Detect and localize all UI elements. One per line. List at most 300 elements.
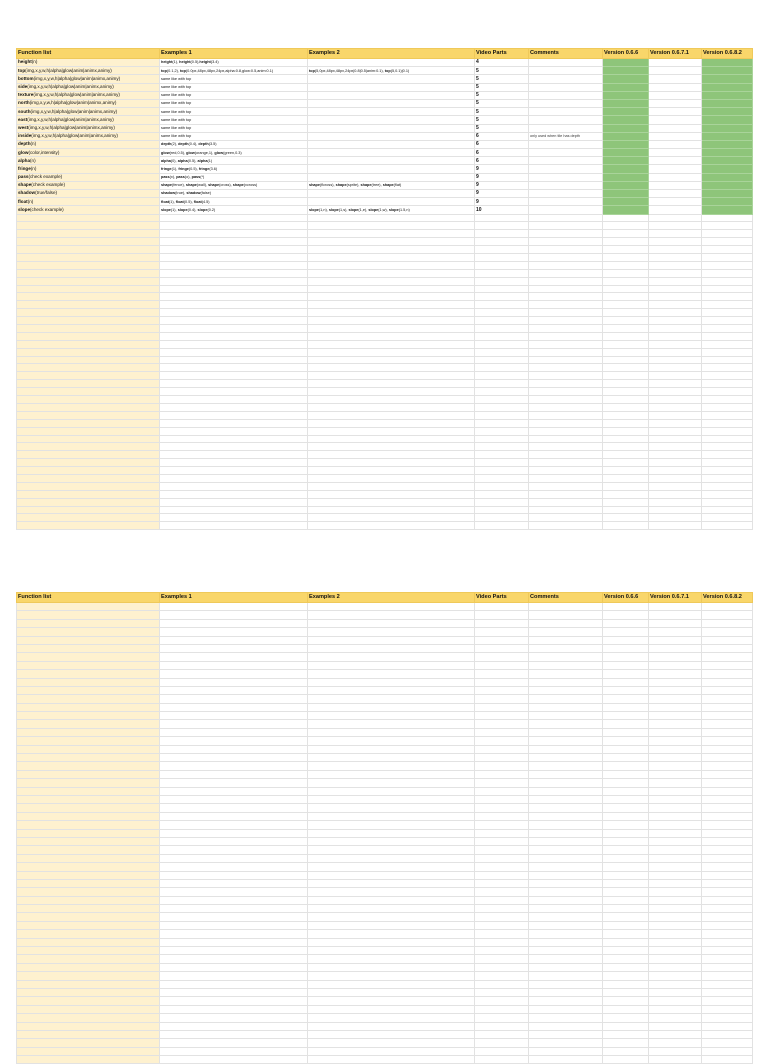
empty-cell[interactable]: [308, 1014, 475, 1022]
empty-cell[interactable]: [649, 427, 702, 435]
empty-cell[interactable]: [160, 703, 308, 711]
empty-cell[interactable]: [529, 653, 603, 661]
empty-cell[interactable]: [475, 686, 529, 694]
empty-cell[interactable]: [529, 498, 603, 506]
cell-version-3[interactable]: [702, 198, 753, 206]
empty-cell[interactable]: [603, 879, 649, 887]
empty-cell[interactable]: [308, 498, 475, 506]
empty-cell[interactable]: [475, 678, 529, 686]
cell-version-1[interactable]: [603, 206, 649, 214]
cell-example-2[interactable]: shape(flcross), shape(sprite), shape(tree), shape(flat): [308, 181, 475, 189]
empty-cell[interactable]: [529, 1030, 603, 1038]
cell-video-parts[interactable]: 6: [475, 149, 529, 157]
empty-cell[interactable]: [649, 1039, 702, 1047]
empty-cell[interactable]: [17, 896, 160, 904]
empty-cell[interactable]: [702, 301, 753, 309]
cell-video-parts[interactable]: 6: [475, 157, 529, 165]
empty-cell[interactable]: [475, 301, 529, 309]
cell-function[interactable]: [17, 140, 160, 148]
empty-cell[interactable]: [160, 670, 308, 678]
empty-cell[interactable]: [649, 372, 702, 380]
empty-cell[interactable]: [529, 277, 603, 285]
cell-comment[interactable]: [529, 190, 603, 198]
empty-cell[interactable]: [603, 254, 649, 262]
empty-cell[interactable]: [160, 269, 308, 277]
empty-cell[interactable]: [160, 396, 308, 404]
empty-cell[interactable]: [649, 720, 702, 728]
empty-cell[interactable]: [649, 846, 702, 854]
cell-example-2[interactable]: [308, 59, 475, 67]
empty-cell[interactable]: [308, 277, 475, 285]
empty-cell[interactable]: [160, 821, 308, 829]
empty-cell[interactable]: [160, 812, 308, 820]
empty-cell[interactable]: [17, 661, 160, 669]
empty-cell[interactable]: [308, 804, 475, 812]
empty-cell[interactable]: [529, 670, 603, 678]
empty-cell[interactable]: [529, 905, 603, 913]
cell-video-parts[interactable]: 9: [475, 190, 529, 198]
header-version-0671[interactable]: Version 0.6.7.1: [649, 593, 702, 603]
empty-cell[interactable]: [475, 254, 529, 262]
empty-cell[interactable]: [308, 779, 475, 787]
empty-cell[interactable]: [649, 301, 702, 309]
empty-cell[interactable]: [17, 913, 160, 921]
cell-function[interactable]: [17, 83, 160, 91]
empty-cell[interactable]: [702, 1039, 753, 1047]
empty-cell[interactable]: [702, 879, 753, 887]
empty-cell[interactable]: [529, 712, 603, 720]
empty-cell[interactable]: [160, 1022, 308, 1030]
empty-cell[interactable]: [649, 611, 702, 619]
empty-cell[interactable]: [702, 522, 753, 530]
empty-cell[interactable]: [702, 506, 753, 514]
cell-version-2[interactable]: [649, 190, 702, 198]
empty-cell[interactable]: [702, 514, 753, 522]
empty-cell[interactable]: [702, 686, 753, 694]
empty-cell[interactable]: [308, 1056, 475, 1064]
empty-cell[interactable]: [160, 443, 308, 451]
empty-cell[interactable]: [308, 863, 475, 871]
empty-cell[interactable]: [160, 770, 308, 778]
cell-version-3[interactable]: [702, 206, 753, 214]
empty-cell[interactable]: [308, 837, 475, 845]
cell-video-parts[interactable]: 10: [475, 206, 529, 214]
empty-cell[interactable]: [17, 888, 160, 896]
empty-cell[interactable]: [308, 427, 475, 435]
empty-cell[interactable]: [702, 603, 753, 611]
empty-cell[interactable]: [603, 779, 649, 787]
empty-cell[interactable]: [603, 837, 649, 845]
empty-cell[interactable]: [702, 380, 753, 388]
empty-cell[interactable]: [649, 490, 702, 498]
empty-cell[interactable]: [603, 905, 649, 913]
empty-cell[interactable]: [603, 829, 649, 837]
empty-cell[interactable]: [160, 356, 308, 364]
empty-cell[interactable]: [17, 474, 160, 482]
cell-version-3[interactable]: [702, 140, 753, 148]
empty-cell[interactable]: [160, 795, 308, 803]
cell-version-2[interactable]: [649, 67, 702, 75]
cell-version-3[interactable]: [702, 149, 753, 157]
cell-example-2[interactable]: [308, 198, 475, 206]
empty-cell[interactable]: [475, 443, 529, 451]
empty-cell[interactable]: [529, 254, 603, 262]
empty-cell[interactable]: [702, 921, 753, 929]
empty-cell[interactable]: [160, 636, 308, 644]
cell-example-1[interactable]: float(1), float(0.5), float(4.5): [160, 198, 308, 206]
empty-cell[interactable]: [475, 522, 529, 530]
empty-cell[interactable]: [649, 644, 702, 652]
empty-cell[interactable]: [475, 695, 529, 703]
empty-cell[interactable]: [17, 514, 160, 522]
empty-cell[interactable]: [603, 728, 649, 736]
empty-cell[interactable]: [160, 879, 308, 887]
empty-cell[interactable]: [603, 246, 649, 254]
empty-cell[interactable]: [308, 1022, 475, 1030]
empty-cell[interactable]: [17, 628, 160, 636]
cell-version-3[interactable]: [702, 124, 753, 132]
empty-cell[interactable]: [17, 403, 160, 411]
empty-cell[interactable]: [17, 222, 160, 230]
empty-cell[interactable]: [603, 261, 649, 269]
empty-cell[interactable]: [529, 829, 603, 837]
empty-cell[interactable]: [160, 980, 308, 988]
empty-cell[interactable]: [17, 309, 160, 317]
empty-cell[interactable]: [308, 888, 475, 896]
cell-example-1[interactable]: same like with top: [160, 83, 308, 91]
empty-cell[interactable]: [529, 821, 603, 829]
empty-cell[interactable]: [475, 293, 529, 301]
empty-cell[interactable]: [308, 380, 475, 388]
empty-cell[interactable]: [649, 653, 702, 661]
header-examples-1[interactable]: Examples 1: [160, 593, 308, 603]
empty-cell[interactable]: [308, 988, 475, 996]
empty-cell[interactable]: [308, 905, 475, 913]
empty-cell[interactable]: [649, 712, 702, 720]
empty-cell[interactable]: [17, 490, 160, 498]
empty-cell[interactable]: [649, 506, 702, 514]
cell-example-1[interactable]: slope(1), slope(0.4), slope(0.2): [160, 206, 308, 214]
cell-version-2[interactable]: [649, 83, 702, 91]
cell-example-1[interactable]: same like with top: [160, 108, 308, 116]
empty-cell[interactable]: [529, 506, 603, 514]
empty-cell[interactable]: [160, 238, 308, 246]
empty-cell[interactable]: [17, 921, 160, 929]
empty-cell[interactable]: [603, 364, 649, 372]
empty-cell[interactable]: [529, 459, 603, 467]
empty-cell[interactable]: [475, 770, 529, 778]
empty-cell[interactable]: [529, 293, 603, 301]
empty-cell[interactable]: [308, 459, 475, 467]
empty-cell[interactable]: [603, 372, 649, 380]
cell-function[interactable]: [17, 165, 160, 173]
empty-cell[interactable]: [649, 411, 702, 419]
cell-function[interactable]: [17, 91, 160, 99]
empty-cell[interactable]: [529, 619, 603, 627]
cell-video-parts[interactable]: 9: [475, 173, 529, 181]
empty-cell[interactable]: [475, 411, 529, 419]
empty-cell[interactable]: [475, 482, 529, 490]
empty-cell[interactable]: [649, 443, 702, 451]
empty-cell[interactable]: [475, 762, 529, 770]
empty-cell[interactable]: [649, 317, 702, 325]
header-video-parts[interactable]: Video Parts: [475, 593, 529, 603]
empty-cell[interactable]: [603, 380, 649, 388]
empty-cell[interactable]: [17, 380, 160, 388]
empty-cell[interactable]: [17, 261, 160, 269]
empty-cell[interactable]: [475, 356, 529, 364]
empty-cell[interactable]: [603, 787, 649, 795]
empty-cell[interactable]: [17, 636, 160, 644]
empty-cell[interactable]: [17, 1030, 160, 1038]
empty-cell[interactable]: [17, 737, 160, 745]
empty-cell[interactable]: [529, 795, 603, 803]
empty-cell[interactable]: [17, 246, 160, 254]
empty-cell[interactable]: [308, 703, 475, 711]
empty-cell[interactable]: [475, 955, 529, 963]
empty-cell[interactable]: [308, 896, 475, 904]
header-examples-2[interactable]: Examples 2: [308, 49, 475, 59]
cell-example-2[interactable]: slope(1,n), slope(1,s), slope(1,e), slope(1,w), slope(1.5,n): [308, 206, 475, 214]
empty-cell[interactable]: [702, 896, 753, 904]
empty-cell[interactable]: [17, 988, 160, 996]
empty-cell[interactable]: [603, 340, 649, 348]
cell-function[interactable]: [17, 206, 160, 214]
empty-cell[interactable]: [17, 293, 160, 301]
empty-cell[interactable]: [603, 1047, 649, 1055]
empty-cell[interactable]: [702, 246, 753, 254]
empty-cell[interactable]: [17, 678, 160, 686]
empty-cell[interactable]: [649, 1014, 702, 1022]
empty-cell[interactable]: [603, 396, 649, 404]
empty-cell[interactable]: [160, 938, 308, 946]
cell-function[interactable]: [17, 59, 160, 67]
empty-cell[interactable]: [475, 938, 529, 946]
empty-cell[interactable]: [475, 474, 529, 482]
empty-cell[interactable]: [529, 451, 603, 459]
empty-cell[interactable]: [308, 930, 475, 938]
empty-cell[interactable]: [702, 340, 753, 348]
cell-example-1[interactable]: same like with top: [160, 75, 308, 83]
empty-cell[interactable]: [529, 762, 603, 770]
empty-cell[interactable]: [649, 728, 702, 736]
empty-cell[interactable]: [649, 905, 702, 913]
empty-cell[interactable]: [17, 238, 160, 246]
empty-cell[interactable]: [475, 261, 529, 269]
empty-cell[interactable]: [649, 380, 702, 388]
empty-cell[interactable]: [702, 955, 753, 963]
cell-example-1[interactable]: fringe(1), fringe(0.5), fringe(3.6): [160, 165, 308, 173]
empty-cell[interactable]: [649, 285, 702, 293]
empty-cell[interactable]: [160, 1039, 308, 1047]
cell-comment[interactable]: [529, 198, 603, 206]
empty-cell[interactable]: [475, 787, 529, 795]
cell-function[interactable]: [17, 75, 160, 83]
cell-version-1[interactable]: [603, 198, 649, 206]
empty-cell[interactable]: [529, 611, 603, 619]
empty-cell[interactable]: [160, 403, 308, 411]
empty-cell[interactable]: [702, 703, 753, 711]
empty-cell[interactable]: [702, 356, 753, 364]
cell-version-3[interactable]: [702, 83, 753, 91]
header-version-0682[interactable]: Version 0.6.8.2: [702, 49, 753, 59]
header-version-0682[interactable]: Version 0.6.8.2: [702, 593, 753, 603]
empty-cell[interactable]: [529, 309, 603, 317]
header-comments[interactable]: Comments: [529, 593, 603, 603]
cell-version-1[interactable]: [603, 75, 649, 83]
empty-cell[interactable]: [529, 863, 603, 871]
cell-example-2[interactable]: [308, 140, 475, 148]
empty-cell[interactable]: [475, 896, 529, 904]
empty-cell[interactable]: [649, 230, 702, 238]
cell-version-1[interactable]: [603, 149, 649, 157]
empty-cell[interactable]: [160, 628, 308, 636]
empty-cell[interactable]: [475, 1030, 529, 1038]
empty-cell[interactable]: [308, 938, 475, 946]
empty-cell[interactable]: [308, 728, 475, 736]
empty-cell[interactable]: [603, 435, 649, 443]
empty-cell[interactable]: [308, 254, 475, 262]
empty-cell[interactable]: [702, 745, 753, 753]
empty-cell[interactable]: [603, 388, 649, 396]
empty-cell[interactable]: [17, 762, 160, 770]
empty-cell[interactable]: [649, 222, 702, 230]
empty-cell[interactable]: [475, 745, 529, 753]
empty-cell[interactable]: [17, 670, 160, 678]
empty-cell[interactable]: [308, 411, 475, 419]
empty-cell[interactable]: [649, 293, 702, 301]
empty-cell[interactable]: [702, 1014, 753, 1022]
empty-cell[interactable]: [603, 720, 649, 728]
empty-cell[interactable]: [529, 888, 603, 896]
empty-cell[interactable]: [603, 795, 649, 803]
empty-cell[interactable]: [649, 913, 702, 921]
empty-cell[interactable]: [649, 888, 702, 896]
empty-cell[interactable]: [17, 443, 160, 451]
empty-cell[interactable]: [603, 863, 649, 871]
empty-cell[interactable]: [308, 325, 475, 333]
empty-cell[interactable]: [17, 277, 160, 285]
empty-cell[interactable]: [17, 728, 160, 736]
header-version-0671[interactable]: Version 0.6.7.1: [649, 49, 702, 59]
empty-cell[interactable]: [603, 846, 649, 854]
empty-cell[interactable]: [649, 737, 702, 745]
empty-cell[interactable]: [17, 1056, 160, 1064]
cell-comment[interactable]: [529, 99, 603, 107]
empty-cell[interactable]: [475, 779, 529, 787]
empty-cell[interactable]: [160, 737, 308, 745]
cell-example-1[interactable]: same like with top: [160, 124, 308, 132]
empty-cell[interactable]: [17, 611, 160, 619]
empty-cell[interactable]: [308, 619, 475, 627]
empty-cell[interactable]: [649, 332, 702, 340]
empty-cell[interactable]: [160, 490, 308, 498]
empty-cell[interactable]: [529, 678, 603, 686]
empty-cell[interactable]: [649, 997, 702, 1005]
cell-video-parts[interactable]: 5: [475, 116, 529, 124]
empty-cell[interactable]: [160, 372, 308, 380]
empty-cell[interactable]: [603, 490, 649, 498]
empty-cell[interactable]: [649, 603, 702, 611]
empty-cell[interactable]: [17, 879, 160, 887]
empty-cell[interactable]: [475, 1005, 529, 1013]
empty-cell[interactable]: [529, 720, 603, 728]
empty-cell[interactable]: [702, 467, 753, 475]
cell-function[interactable]: [17, 190, 160, 198]
empty-cell[interactable]: [649, 930, 702, 938]
cell-version-3[interactable]: [702, 99, 753, 107]
empty-cell[interactable]: [475, 812, 529, 820]
empty-cell[interactable]: [308, 419, 475, 427]
empty-cell[interactable]: [17, 787, 160, 795]
empty-cell[interactable]: [529, 396, 603, 404]
empty-cell[interactable]: [475, 230, 529, 238]
empty-cell[interactable]: [702, 888, 753, 896]
cell-video-parts[interactable]: 4: [475, 59, 529, 67]
empty-cell[interactable]: [475, 285, 529, 293]
empty-cell[interactable]: [603, 403, 649, 411]
empty-cell[interactable]: [603, 712, 649, 720]
empty-cell[interactable]: [649, 972, 702, 980]
empty-cell[interactable]: [649, 686, 702, 694]
empty-cell[interactable]: [308, 522, 475, 530]
empty-cell[interactable]: [475, 403, 529, 411]
empty-cell[interactable]: [649, 1030, 702, 1038]
cell-version-1[interactable]: [603, 140, 649, 148]
empty-cell[interactable]: [603, 737, 649, 745]
empty-cell[interactable]: [475, 603, 529, 611]
empty-cell[interactable]: [308, 372, 475, 380]
empty-cell[interactable]: [308, 246, 475, 254]
empty-cell[interactable]: [702, 854, 753, 862]
empty-cell[interactable]: [702, 403, 753, 411]
empty-cell[interactable]: [17, 686, 160, 694]
empty-cell[interactable]: [649, 661, 702, 669]
cell-version-2[interactable]: [649, 181, 702, 189]
empty-cell[interactable]: [649, 214, 702, 222]
empty-cell[interactable]: [529, 230, 603, 238]
empty-cell[interactable]: [702, 269, 753, 277]
empty-cell[interactable]: [649, 837, 702, 845]
empty-cell[interactable]: [702, 628, 753, 636]
empty-cell[interactable]: [17, 230, 160, 238]
empty-cell[interactable]: [603, 997, 649, 1005]
header-examples-1[interactable]: Examples 1: [160, 49, 308, 59]
empty-cell[interactable]: [17, 854, 160, 862]
empty-cell[interactable]: [603, 482, 649, 490]
empty-cell[interactable]: [603, 348, 649, 356]
empty-cell[interactable]: [160, 905, 308, 913]
empty-cell[interactable]: [702, 1022, 753, 1030]
empty-cell[interactable]: [475, 913, 529, 921]
empty-cell[interactable]: [17, 1039, 160, 1047]
empty-cell[interactable]: [475, 514, 529, 522]
empty-cell[interactable]: [160, 896, 308, 904]
empty-cell[interactable]: [308, 686, 475, 694]
empty-cell[interactable]: [308, 972, 475, 980]
cell-video-parts[interactable]: 5: [475, 91, 529, 99]
empty-cell[interactable]: [475, 372, 529, 380]
empty-cell[interactable]: [308, 238, 475, 246]
empty-cell[interactable]: [603, 325, 649, 333]
empty-cell[interactable]: [475, 451, 529, 459]
cell-example-1[interactable]: same like with top: [160, 99, 308, 107]
empty-cell[interactable]: [475, 980, 529, 988]
empty-cell[interactable]: [308, 506, 475, 514]
empty-cell[interactable]: [702, 372, 753, 380]
empty-cell[interactable]: [603, 514, 649, 522]
empty-cell[interactable]: [603, 301, 649, 309]
